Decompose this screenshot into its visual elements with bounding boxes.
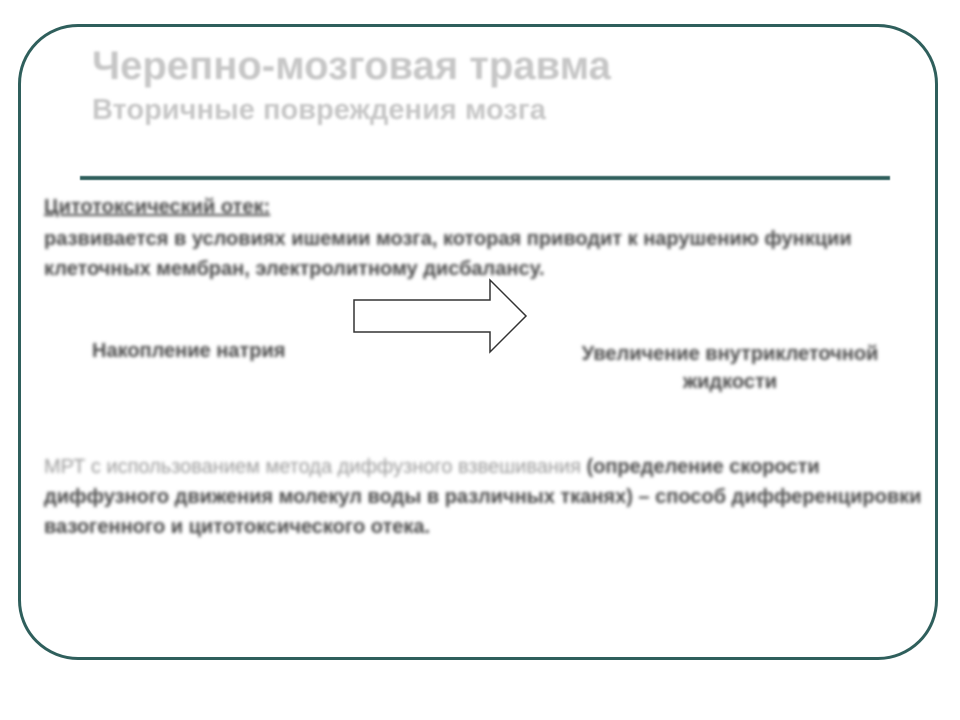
section-heading: Цитотоксический отек: <box>44 196 271 218</box>
right-arrow-icon <box>352 278 528 354</box>
title-divider <box>80 176 890 180</box>
slide-subtitle: Вторичные повреждения мозга <box>92 94 546 126</box>
flow-cause-label: Накопление натрия <box>92 340 286 362</box>
mri-detail-text: (определение скорости диффузного движения молекул воды в различных тканях) – способ дифференцировки вазогенного и цитотоксического отека. <box>44 456 922 538</box>
mri-intro-text: МРТ с использованием метода диффузного взвешивания <box>44 456 581 478</box>
mri-paragraph <box>44 452 924 542</box>
slide-title: Черепно-мозговая травма <box>92 44 611 88</box>
flow-effect-label: Увеличение внутриклеточной жидкости <box>581 343 879 393</box>
section-description: развивается в условиях ишемии мозга, которая приводит к нарушению функции клеточных мембран, электролитному дисбалансу. <box>44 228 852 280</box>
